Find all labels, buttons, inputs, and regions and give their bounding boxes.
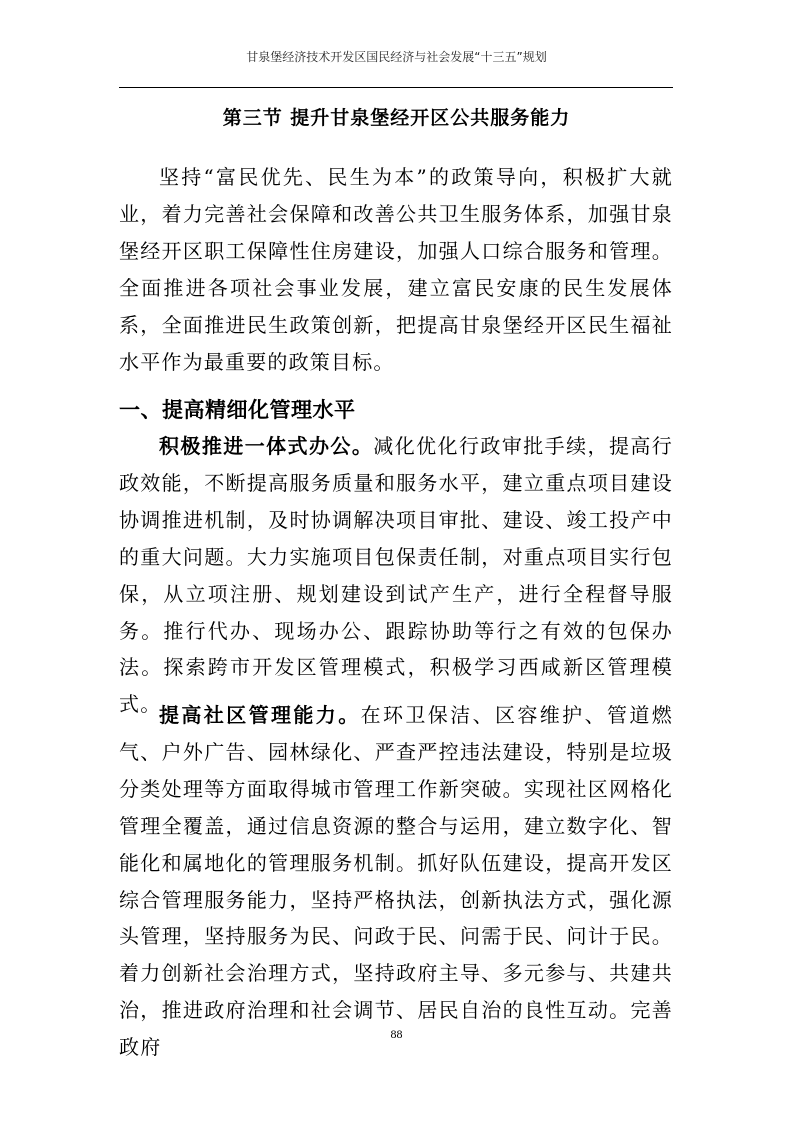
paragraph-lead: 积极推进一体式办公。 — [159, 434, 374, 458]
paragraph-office-integration — [119, 428, 673, 723]
running-header: 甘泉堡经济技术开发区国民经济与社会发展“十三五”规划 — [246, 50, 547, 64]
subsection-heading: 一、提高精细化管理水平 — [119, 398, 356, 422]
paragraph-text: 减化优化行政审批手续，提高行政效能，不断提高服务质量和服务水平，建立重点项目建设协调推进机制，及时协调解决项目审批、建设、竣工投产中的重大问题。大力实施项目包保责任制，对重点项目实行包保，从立项注册、规划建设到试产生产，进行全程督导服务。推行代办、现场办公、跟踪协助等行之有效的包保办法。探索跨市开发区管理模式，积极学习西咸新区管理模式。 — [119, 434, 673, 717]
paragraph-text: 在环卫保洁、区容维护、管道燃气、户外广告、园林绿化、严查严控违法建设，特别是垃圾分类处理等方面取得城市管理工作新突破。实现社区网格化管理全覆盖，通过信息资源的整合与运用，建立数字化、智能化和属地化的管理服务机制。抓好队伍建设，提高开发区综合管理服务能力，坚持严格执法，创新执法方式，强化源头管理，坚持服务为民、问政于民、问需于民、问计于民。着力创新社会治理方式，坚持政府主导、多元参与、共建共治，推进政府治理和社会调节、居民自治的良性互动。完善政府 — [119, 703, 673, 1060]
intro-paragraph: 坚持“富民优先、民生为本”的政策导向，积极扩大就业，着力完善社会保障和改善公共卫生服务体系，加强甘泉堡经开区职工保障性住房建设，加强人口综合服务和管理。全面推进各项社会事业发展，建立富民安康的民生发展体系，全面推进民生政策创新，把提高甘泉堡经开区民生福祉水平作为最重要的政策目标。 — [119, 165, 673, 374]
paragraph-community-management — [119, 697, 673, 1066]
section-title: 第三节 提升甘泉堡经开区公共服务能力 — [222, 107, 571, 129]
header-divider — [119, 87, 673, 88]
page-number: 88 — [390, 1027, 403, 1041]
paragraph-lead: 提高社区管理能力。 — [159, 703, 361, 727]
